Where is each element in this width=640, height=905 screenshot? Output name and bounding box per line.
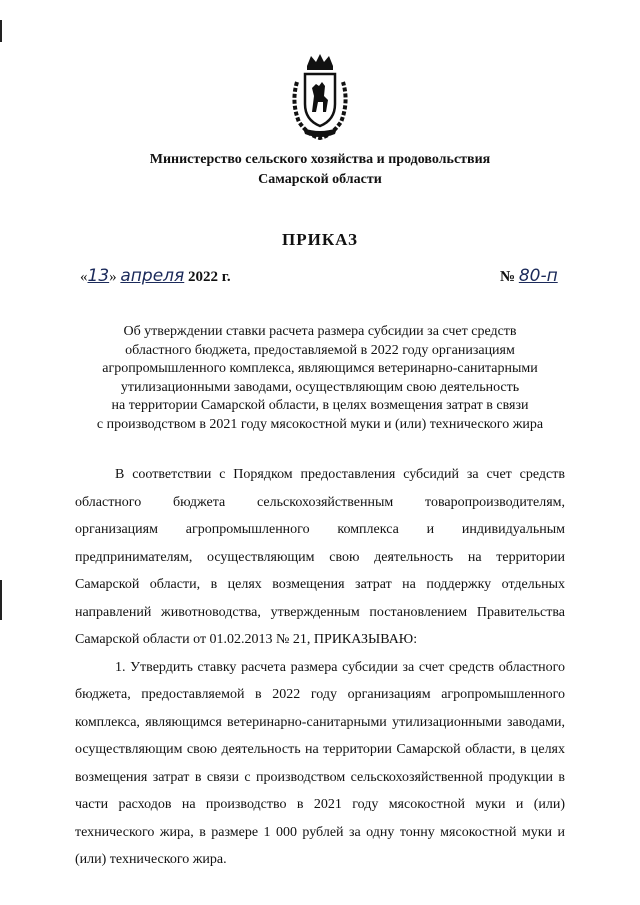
ministry-line: Министерство сельского хозяйства и продовольствия bbox=[149, 152, 491, 167]
order-number bbox=[500, 266, 558, 286]
title-line: агропромышленного комплекса, являющимся ветеринарно-санитарными bbox=[102, 361, 538, 376]
order-title bbox=[60, 323, 580, 434]
number-value: 80-п bbox=[518, 266, 558, 286]
date-year: 2022 г. bbox=[188, 269, 231, 285]
order-body bbox=[75, 461, 565, 874]
ministry-line: Самарской области bbox=[258, 172, 382, 187]
date-month: апреля bbox=[120, 266, 185, 286]
title-line: областного бюджета, предоставляемой в 2022 году организациям bbox=[125, 342, 515, 358]
title-line: утилизационными заводами, осуществляющим свою деятельность bbox=[120, 379, 520, 395]
scan-margin-mark bbox=[0, 20, 2, 42]
title-line: Об утверждении ставки расчета размера субсидии за счет средств bbox=[123, 324, 517, 339]
date-day: 13 bbox=[87, 266, 110, 286]
date-open-quote: « bbox=[80, 269, 88, 285]
ministry-name bbox=[60, 150, 580, 190]
title-line: на территории Самарской области, в целях возмещения затрат в связи bbox=[111, 398, 529, 413]
body-paragraph: 1. Утвердить ставку расчета размера субсидии за счет средств областного бюджета, предоставляемой в 2022 году организациям агропромышленного комплекса, являющимся ветеринарно-санитарными утилизационными заводами, осуществляющим свою деятельность на территории Самарской области, в целях возмещения затрат в связи с производством сельскохозяйственной продукции в части расходов на производство в 2021 году мясокостной муки и (или) технического жира, в размере 1 000 рублей за одну тонну мясокостной муки и (или) технического жира. bbox=[75, 659, 565, 867]
title-line: с производством в 2021 году мясокостной муки и (или) технического жира bbox=[96, 416, 544, 432]
number-label: № bbox=[500, 269, 516, 285]
date-close-quote: » bbox=[109, 269, 117, 285]
order-date bbox=[80, 266, 231, 286]
document-type-title: ПРИКАЗ bbox=[282, 230, 358, 249]
scan-margin-mark bbox=[0, 580, 2, 620]
coat-of-arms-icon bbox=[285, 52, 355, 140]
body-paragraph: В соответствии с Порядком предоставления субсидий за счет средств областного бюджета сельскохозяйственным товаропроизводителям, организациям агропромышленного комплекса и индивидуальным предпринимателям, осуществляющим свою деятельность на территории Самарской области, в целях возмещения затрат на поддержку отдельных направлений животноводства, утвержденным постановлением Правительства Самарской области от 01.02.2013 № 21, ПРИКАЗЫВАЮ: bbox=[75, 467, 565, 647]
